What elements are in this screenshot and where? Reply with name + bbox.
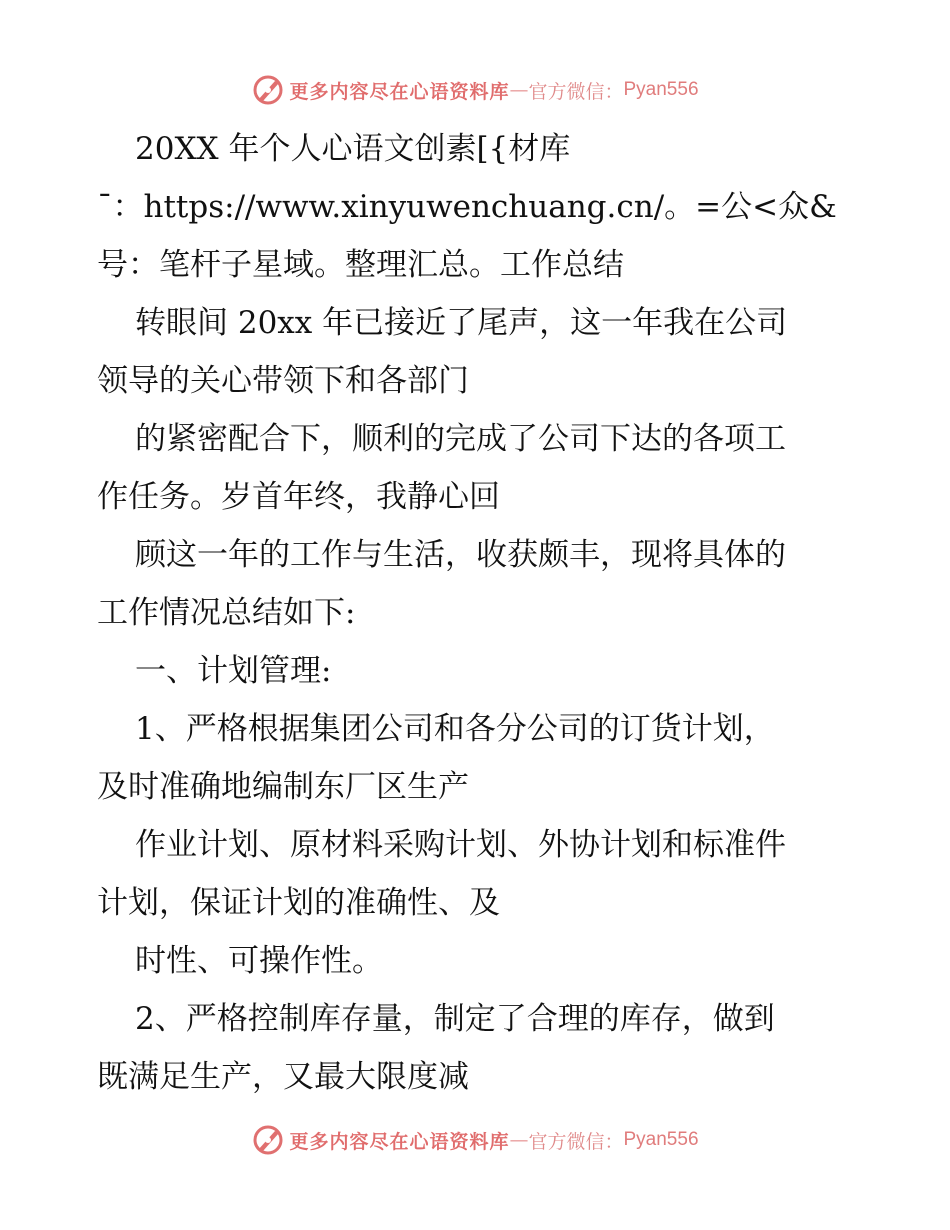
text-line: 号：笔杆子星域。整理汇总。工作总结 <box>97 247 624 283</box>
footer-watermark <box>0 1120 950 1160</box>
header-watermark <box>0 70 950 110</box>
watermark-handle: Pyan556 <box>623 1129 699 1150</box>
quill-logo-icon <box>251 1123 285 1157</box>
document-body <box>97 120 857 1106</box>
text-line: 作任务。岁首年终，我静心回 <box>97 479 500 515</box>
text-line: 及时准确地编制东厂区生产 <box>97 769 469 805</box>
watermark-separator: — <box>509 79 529 101</box>
section-heading: 一、计划管理: <box>135 653 332 689</box>
quill-logo-icon <box>251 73 285 107</box>
text-line: 1、严格根据集团公司和各分公司的订货计划， <box>135 711 775 747</box>
text-line: 时性、可操作性。 <box>135 943 383 979</box>
text-line: 的紧密配合下，顺利的完成了公司下达的各项工 <box>135 421 786 457</box>
text-line: 既满足生产，又最大限度减 <box>97 1059 469 1095</box>
text-line: 领导的关心带领下和各部门 <box>97 363 469 399</box>
text-line: 20XX 年个人心语文创素[{材库 <box>135 131 571 167</box>
text-line: 顾这一年的工作与生活，收获颇丰，现将具体的 <box>135 537 786 573</box>
text-line: 2、严格控制库存量，制定了合理的库存，做到 <box>135 1001 775 1037</box>
text-line: 计划，保证计划的准确性、及 <box>97 885 500 921</box>
watermark-wechat-label: 官方微信： <box>528 80 624 103</box>
text-line: 转眼间 20xx 年已接近了尾声，这一年我在公司 <box>135 305 788 341</box>
text-line: ˉ：https://www.xinyuwenchuang.cn/。=公<众& <box>97 189 837 225</box>
watermark-brand: 更多内容尽在心语资料库 <box>289 1130 510 1153</box>
watermark-wechat-label: 官方微信： <box>528 1130 624 1153</box>
watermark-brand: 更多内容尽在心语资料库 <box>289 80 510 103</box>
text-line: 工作情况总结如下: <box>97 595 356 631</box>
text-line: 作业计划、原材料采购计划、外协计划和标准件 <box>135 827 786 863</box>
watermark-separator: — <box>509 1129 529 1151</box>
watermark-handle: Pyan556 <box>623 79 699 100</box>
